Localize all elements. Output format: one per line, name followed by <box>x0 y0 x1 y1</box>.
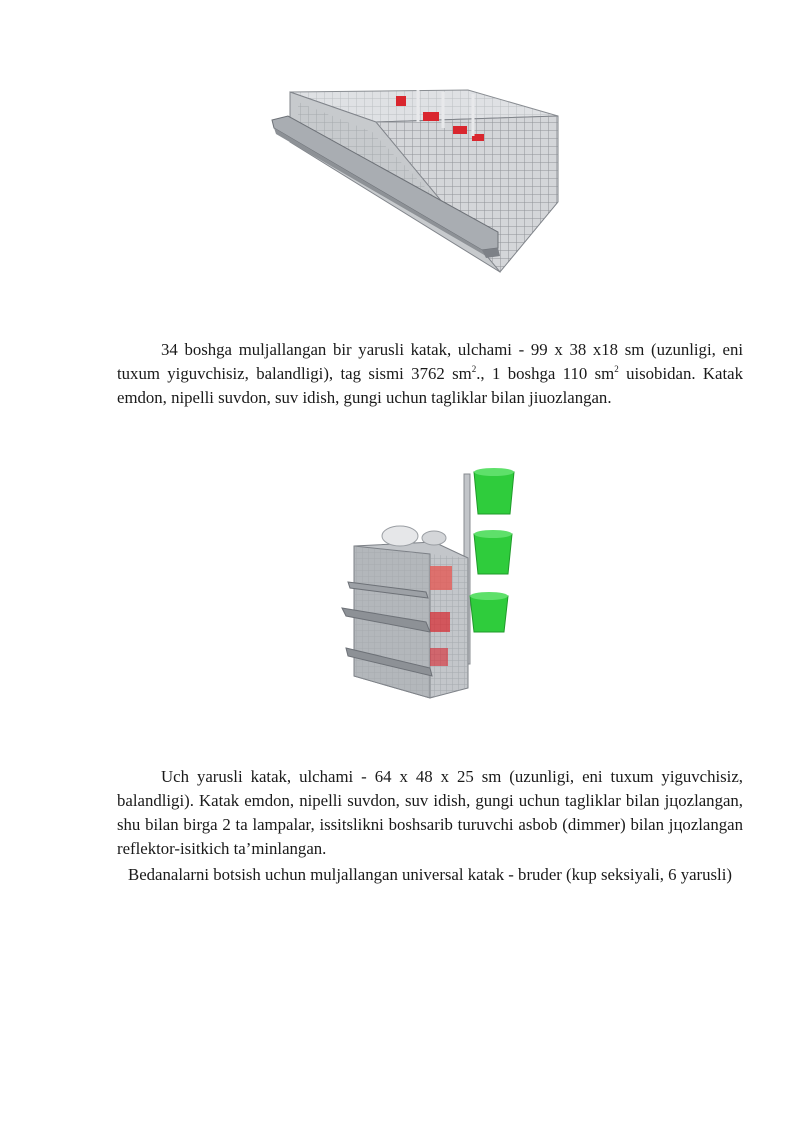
three-tier-cage-image <box>338 462 520 702</box>
superscript-2: 2 <box>471 364 477 374</box>
three-tier-cage-drawing <box>338 462 520 702</box>
three-tier-cage-paragraph <box>117 765 743 861</box>
single-tier-cage-image <box>268 82 560 274</box>
paragraph2-text: Uch yarusli katak, ulchami - 64 x 48 x 25 sm (uzunligi, eni tuxum yiguvchisiz, balandligi). Katak emdon, nipelli suvdon, suv idish, gungi uchun tagliklar bilan jцozlangan, shu bilan birga 2 ta lampalar, issitslikni boshsarib turuvchi asbob (dimmer) bilan jцozlangan reflektor-isitkich ta’minlangan. <box>117 767 743 858</box>
paragraph1-text-a: 34 boshga muljallangan bir yarusli katak, ulchami - 99 x 38 x18 sm (uzunligi, eni tuxum yiguvchisiz, balandligi), tag sismi 3762 sm <box>117 340 743 383</box>
paragraph1-text-c: uisobidan. Katak emdon, nipelli suvdon, suv idish, gungi uchun tagliklar bilan jiuozlangan. <box>117 364 743 407</box>
paragraph1-text-b: ., 1 boshga 110 sm <box>476 364 615 383</box>
cage-description-paragraph <box>117 338 743 410</box>
superscript-2: 2 <box>614 364 619 374</box>
brooder-caption: Bedanalarni botsish uchun muljallangan universal katak - bruder (kup seksiyali, 6 yarusli) <box>128 865 732 884</box>
single-tier-cage-drawing <box>268 82 560 274</box>
